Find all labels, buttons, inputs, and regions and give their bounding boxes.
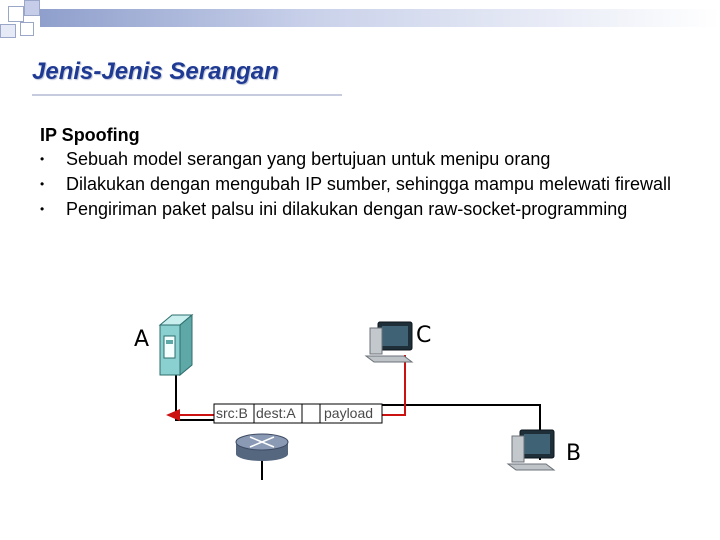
- bullet-dot: •: [40, 177, 45, 191]
- arrowhead-icon: [166, 409, 180, 421]
- bullet-text: Dilakukan dengan mengubah IP sumber, sehingga mampu melewati firewall: [66, 174, 672, 194]
- slide-title: Jenis-Jenis Serangan: [32, 58, 279, 85]
- packet-dest-label: dest:A: [256, 405, 296, 421]
- server-icon: [160, 315, 192, 375]
- packet-payload-label: payload: [324, 405, 374, 421]
- bullet-text: Sebuah model serangan yang bertujuan untuk menipu orang: [66, 149, 551, 169]
- packet-gap-field: [302, 404, 320, 423]
- router-icon: [236, 434, 288, 461]
- host-b-label: B: [566, 441, 582, 466]
- network-links: [176, 375, 540, 480]
- bullet-dot: •: [40, 202, 45, 216]
- packet-header: [214, 404, 382, 423]
- section-heading: IP Spoofing: [40, 125, 140, 145]
- bullet-text: Pengiriman paket palsu ini dilakukan dengan raw-socket-programming: [66, 199, 628, 219]
- host-c-label: C: [416, 323, 432, 348]
- host-a-label: A: [134, 327, 150, 352]
- computer-icon: [508, 430, 554, 470]
- bullet-dot: •: [40, 152, 45, 166]
- packet-src-label: src:B: [216, 405, 248, 421]
